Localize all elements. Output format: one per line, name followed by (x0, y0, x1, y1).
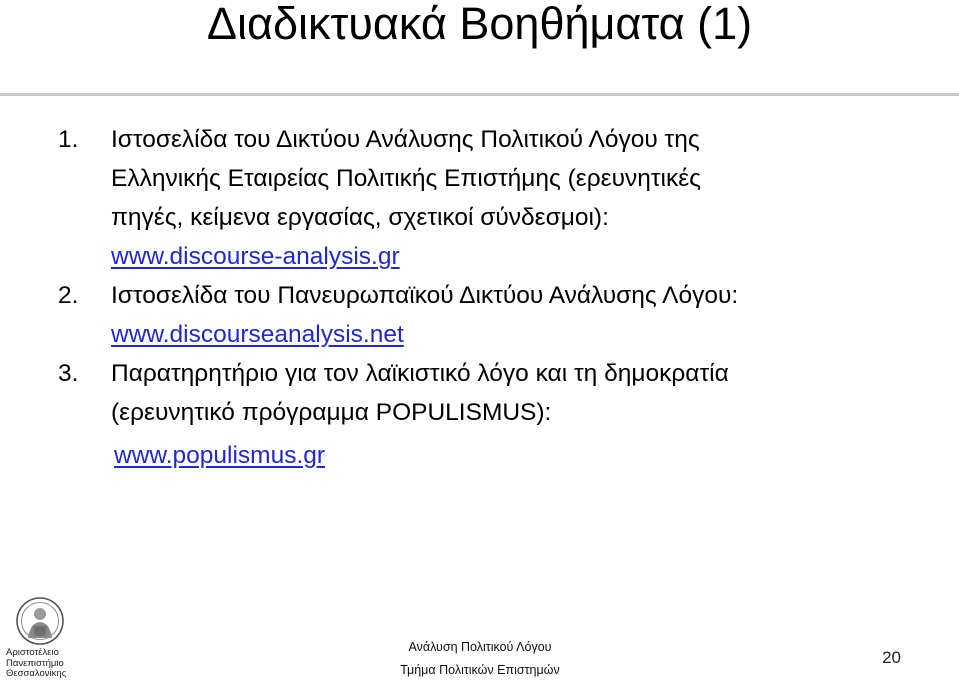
item-number: 1. (58, 126, 79, 153)
university-name-line: Πανεπιστήμιο (6, 657, 64, 669)
title-divider (0, 93, 959, 96)
item-text-line: Ιστοσελίδα του Πανευρωπαϊκού Δικτύου Ανάλυσης Λόγου: (111, 282, 739, 309)
page-number: 20 (882, 648, 901, 667)
university-name-line: Θεσσαλονίκης (6, 668, 67, 679)
list-item (58, 120, 948, 276)
item-text-line: Παρατηρητήριο για τον λαϊκιστικό λόγο και τη δημοκρατία (111, 360, 729, 387)
university-seal-icon (14, 596, 66, 646)
list-item (58, 276, 948, 354)
department-name: Τμήμα Πολιτικών Επιστημών (400, 663, 560, 677)
item-text-line: (ερευνητικό πρόγραμμα POPULISMUS): (111, 399, 552, 426)
discourse-analysis-link[interactable]: www.discourse-analysis.gr (111, 243, 400, 270)
populismus-link[interactable]: www.populismus.gr (114, 442, 326, 469)
item-number: 2. (58, 282, 79, 309)
university-name-line: Αριστοτέλειο (6, 647, 59, 658)
university-name (6, 648, 86, 680)
discourseanalysis-net-link[interactable]: www.discourseanalysis.net (111, 321, 404, 348)
item-number: 3. (58, 360, 79, 387)
resource-list (58, 120, 948, 475)
item-text-line: Ελληνικής Εταιρείας Πολιτικής Επιστήμης (ερευνητικές (111, 165, 701, 192)
slide-title: Διαδικτυακά Βοηθήματα (1) (206, 0, 753, 49)
item-text-line: Ιστοσελίδα του Δικτύου Ανάλυσης Πολιτικού Λόγου της (111, 126, 700, 153)
university-logo (6, 596, 72, 678)
item-text-line: πηγές, κείμενα εργασίας, σχετικοί σύνδεσμοι): (111, 204, 609, 231)
course-name: Ανάλυση Πολιτικού Λόγου (408, 640, 552, 654)
footer-info (340, 636, 620, 682)
list-item (58, 354, 948, 475)
